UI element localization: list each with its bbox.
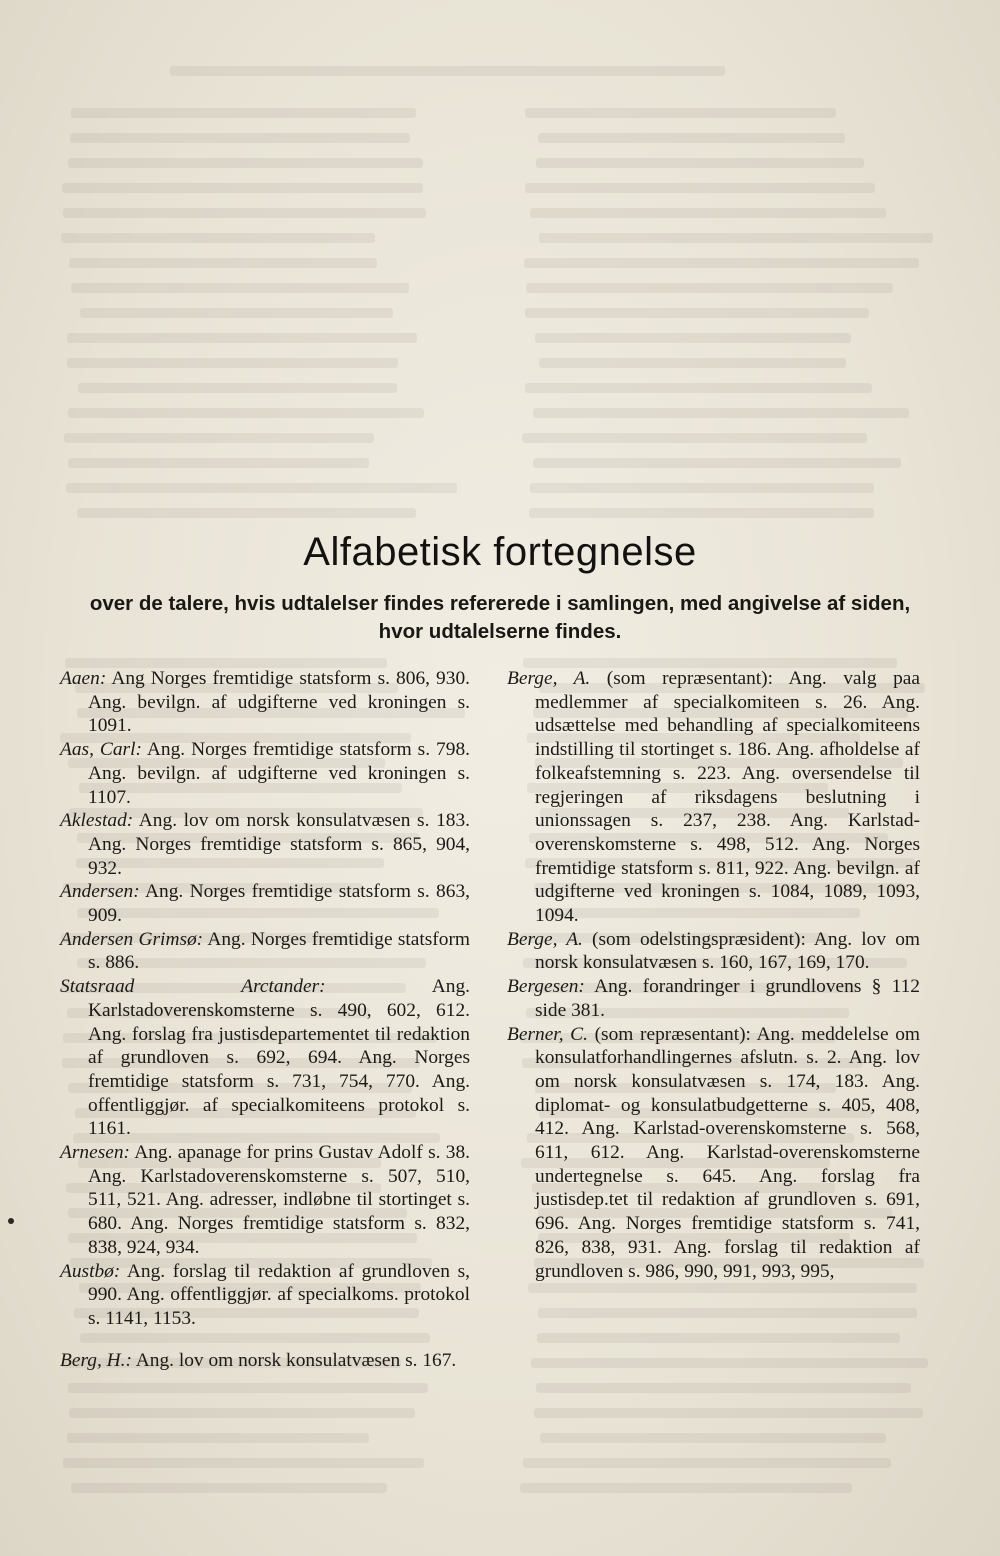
right-column [507, 667, 920, 1283]
speaker-name: Bergesen: [507, 976, 585, 998]
bleed-line [525, 308, 870, 318]
speaker-name: Austbø: [60, 1260, 121, 1282]
bleed-line [61, 233, 375, 243]
bleed-line [67, 358, 398, 368]
index-entry [507, 928, 920, 975]
speaker-name: Berge, A. [507, 928, 583, 950]
entry-text: Ang. Karlstadoverenskomsterne s. 490, 602, 612. Ang. forslag fra justisdepartementet til redaktion af grundloven s. 692, 694. Ang. Norges fremtidige statsform s. 731, 754, 770. Ang. offentliggjør. af specialkomiteens protokol s. 1161. [88, 976, 470, 1140]
bleed-line [63, 208, 426, 218]
speaker-name: Andersen Grimsø: [60, 928, 204, 950]
speaker-name: Aaen: [60, 668, 107, 689]
page-subtitle: over de talere, hvis udtalelser findes refererede i samlingen, med angivelse af siden, hvor udtalelserne findes. [89, 592, 911, 643]
bleed-line [526, 283, 893, 293]
index-entry [60, 1141, 470, 1260]
bleed-line [528, 1283, 917, 1293]
entry-text: Ang. Norges fremtidige statsform s. 798. Ang. bevilgn. af udgifterne ved kroningen s. 1107. [88, 739, 470, 808]
entry-text: Ang. Norges fremtidige statsform s. 886. [88, 928, 470, 974]
bleed-line [529, 508, 874, 518]
index-entry [60, 880, 470, 927]
index-entry [60, 738, 470, 809]
entry-text: Ang Norges fremtidige statsform s. 806, 930. Ang. bevilgn. af udgifterne ved kroningen s. 1091. [88, 668, 470, 737]
bleed-line [530, 208, 886, 218]
bleed-line [68, 1383, 429, 1393]
entry-text: Ang. forandringer i grundlovens § 112 side 381. [535, 976, 920, 1021]
bleed-line [538, 1308, 917, 1318]
index-entry [60, 667, 470, 738]
bleed-line [78, 383, 398, 393]
bleed-line [71, 1483, 387, 1493]
page-title: Alfabetisk fortegnelse [303, 530, 697, 574]
entry-text: (som odelstingspræsident): Ang. lov om norsk konsulatvæsen s. 160, 167, 169, 170. [535, 928, 920, 974]
bleed-line [66, 483, 457, 493]
bleed-line [539, 358, 847, 368]
left-column [60, 667, 470, 1372]
speaker-name: Aas, Carl: [60, 739, 142, 761]
bleed-line [170, 66, 724, 76]
bleed-line [67, 333, 417, 343]
bleed-line [536, 1383, 911, 1393]
bleed-line [534, 1408, 922, 1418]
speaker-name: Berge, A. [507, 668, 591, 689]
bleed-line [533, 458, 901, 468]
bleed-line [522, 433, 867, 443]
bleed-line [533, 408, 909, 418]
index-entry [60, 928, 470, 975]
speaker-name: Andersen: [60, 881, 140, 903]
bleed-line [68, 458, 369, 468]
bleed-line [69, 1408, 415, 1418]
index-entry [60, 1260, 470, 1331]
index-entry [60, 809, 470, 880]
entry-text: Ang. apanage for prins Gustav Adolf s. 38. Ang. Karlstadoverenskomsterne s. 507, 510, 511, 521. Ang. adresser, indløbne til stortinget s. 680. Ang. Norges fremtidige statsform s. 832, 838, 924, 934. [88, 1142, 470, 1258]
bleed-line [540, 1433, 887, 1443]
bleed-line [69, 258, 377, 268]
bleed-line [64, 433, 374, 443]
bleed-line [535, 333, 850, 343]
bleed-line [77, 508, 417, 518]
entry-text: Ang. forslag til redaktion af grundloven s, 990. Ang. offentliggjør. af specialkoms. protokol s. 1141, 1153. [88, 1260, 470, 1329]
index-entry [60, 1349, 470, 1373]
entry-text: (som repræsentant): Ang. meddelelse om konsulatforhandlingernes afslutn. s. 2. Ang. lov om norsk konsulatvæsen s. 174, 183. Ang. diplomat- og konsulatbudgetterne s. 405, 408, 412. Ang. Karlstad-overenskomsterne s. 568, 611, 612. Ang. Karlstad-overenskomsterne undertegnelse s. 645. Ang. forslag fra justisdep.tet til redaktion af grundloven s. 691, 696. Ang. Norges fremtidige statsform s. 741, 826, 838, 931. Ang. forslag til redaktion af grundloven s. 986, 990, 991, 993, 995, [535, 1023, 921, 1282]
bleed-line [70, 133, 410, 143]
index-entry [507, 1023, 920, 1284]
bleed-line [62, 183, 423, 193]
bleed-line [525, 383, 872, 393]
bleed-line [523, 1458, 891, 1468]
bleed-line [539, 233, 933, 243]
entry-text: (som repræsentant): Ang. valg paa medlemmer af specialkomiteen s. 26. Ang. udsættelse med behandling af specialkomiteens indstilling til stortinget s. 186. Ang. afholdelse af folkeafstemning s. 223. Ang. oversendelse til regjeringen af riksdagens beslutning i unionssagen s. 237, 238. Ang. Karlstad-overenskomsterne s. 498, 512. Ang. Norges fremtidige statsform s. 811, 922. Ang. bevilgn. af udgifterne ved kroningen s. 1084, 1089, 1093, 1094. [535, 668, 920, 927]
index-entry [60, 975, 470, 1141]
speaker-name: Aklestad: [60, 810, 134, 832]
bleed-line [520, 1483, 851, 1493]
bleed-line [536, 158, 864, 168]
bleed-line [71, 108, 416, 118]
bleed-line [537, 1333, 901, 1343]
speaker-name: Statsraad Arctander: [60, 976, 326, 998]
speaker-name: Arnesen: [60, 1142, 130, 1164]
bleed-line [67, 1433, 368, 1443]
bleed-line [525, 183, 875, 193]
bleed-line [63, 1458, 424, 1468]
bleed-line [524, 258, 920, 268]
entry-text: Ang. lov om norsk konsulatvæsen s. 167. [131, 1349, 457, 1371]
speaker-name: Berg, H.: [60, 1349, 132, 1371]
bleed-line [525, 108, 837, 118]
bleed-line [530, 483, 874, 493]
ink-speck [8, 1218, 14, 1224]
index-entry [507, 975, 920, 1022]
entry-text: Ang. lov om norsk konsulatvæsen s. 183. Ang. Norges fremtidige statsform s. 865, 904, 932. [88, 810, 470, 879]
bleed-line [80, 308, 393, 318]
speaker-name: Berner, C. [507, 1023, 588, 1045]
index-entry [507, 667, 920, 928]
bleed-line [68, 158, 422, 168]
bleed-line [531, 1358, 928, 1368]
bleed-line [68, 408, 424, 418]
entry-text: Ang. Norges fremtidige statsform s. 863, 909. [88, 881, 470, 927]
bleed-line [538, 133, 846, 143]
bleed-line [71, 283, 409, 293]
